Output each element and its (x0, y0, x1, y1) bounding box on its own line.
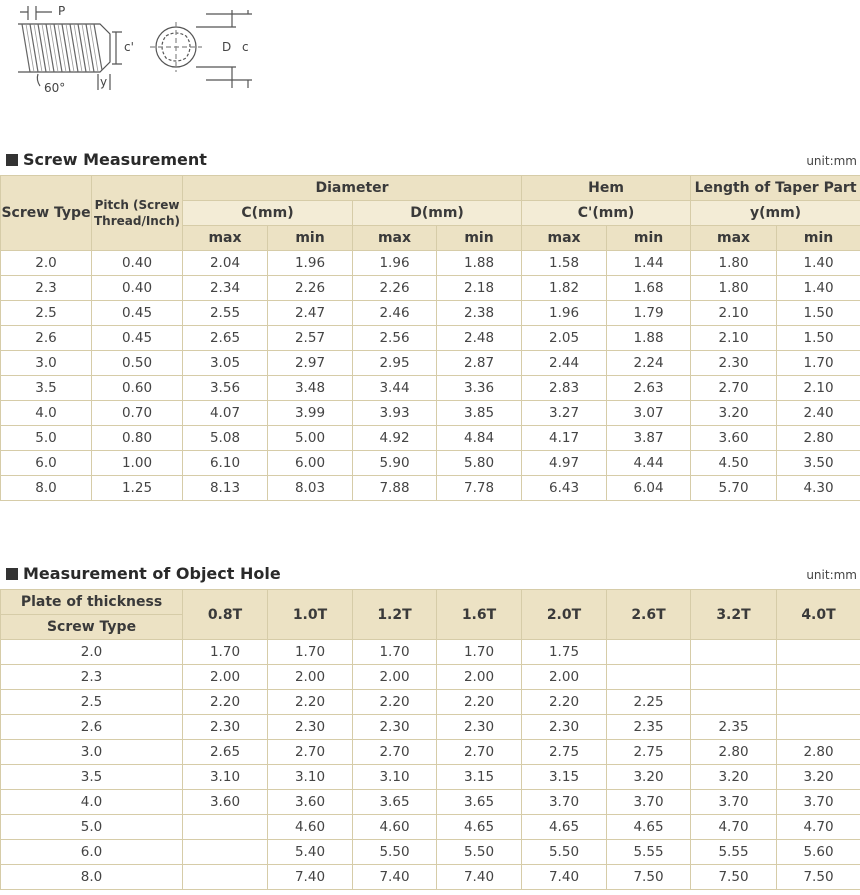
table-cell: 1.70 (437, 640, 522, 665)
table-cell: 7.40 (522, 865, 607, 890)
header-thickness: 0.8T (183, 590, 268, 640)
header-hem: Hem (522, 176, 691, 201)
header-screw-type: Screw Type (1, 615, 183, 640)
table-cell: 3.44 (353, 376, 437, 401)
table-row (1, 790, 860, 815)
table-cell: 5.0 (1, 426, 92, 451)
table-cell: 2.00 (437, 665, 522, 690)
table-cell: 8.0 (1, 865, 183, 890)
angle-label: 60° (44, 81, 66, 95)
table-cell: 2.47 (268, 301, 353, 326)
table-cell: 3.48 (268, 376, 353, 401)
table-cell: 2.0 (1, 640, 183, 665)
table-cell: 2.48 (437, 326, 522, 351)
table-cell: 5.70 (691, 476, 777, 501)
header-pitch: Pitch (Screw Thread/Inch) (92, 176, 183, 251)
table-cell: 5.50 (437, 840, 522, 865)
table-cell: 2.30 (183, 715, 268, 740)
table-cell: 7.88 (353, 476, 437, 501)
table-cell: 2.30 (437, 715, 522, 740)
table-cell: 2.70 (268, 740, 353, 765)
table-cell: 2.44 (522, 351, 607, 376)
table-cell: 0.45 (92, 301, 183, 326)
table-cell: 2.80 (691, 740, 777, 765)
table-cell: 5.00 (268, 426, 353, 451)
table-cell: 2.18 (437, 276, 522, 301)
table-cell: 2.00 (353, 665, 437, 690)
header-thickness: 2.0T (522, 590, 607, 640)
table-cell: 4.0 (1, 401, 92, 426)
table-row (1, 251, 860, 276)
table-cell: 5.80 (437, 451, 522, 476)
table-cell: 1.44 (607, 251, 691, 276)
object-hole-header (0, 563, 860, 585)
table-cell: 3.70 (691, 790, 777, 815)
screw-measurement-title: Screw Measurement (6, 149, 207, 171)
table-cell: 2.65 (183, 740, 268, 765)
table-cell: 3.56 (183, 376, 268, 401)
table-cell (777, 690, 860, 715)
table-row (1, 865, 860, 890)
table-cell (777, 665, 860, 690)
header-thickness: 1.0T (268, 590, 353, 640)
table-cell: 4.70 (691, 815, 777, 840)
table-cell (607, 640, 691, 665)
header-min: min (607, 226, 691, 251)
table-cell: 2.30 (268, 715, 353, 740)
table-cell: 7.40 (268, 865, 353, 890)
c-prime-label: c' (124, 40, 134, 54)
table-cell: 2.75 (607, 740, 691, 765)
table-cell: 7.40 (353, 865, 437, 890)
table-cell: 3.5 (1, 376, 92, 401)
table-cell: 3.87 (607, 426, 691, 451)
table-cell: 4.97 (522, 451, 607, 476)
table-cell: 1.50 (777, 301, 860, 326)
header-min: min (437, 226, 522, 251)
table-cell: 3.65 (437, 790, 522, 815)
table-cell: 6.43 (522, 476, 607, 501)
table-cell (691, 665, 777, 690)
table-cell: 1.40 (777, 251, 860, 276)
table-cell: 3.60 (268, 790, 353, 815)
header-max: max (353, 226, 437, 251)
table-cell: 3.70 (777, 790, 860, 815)
table-cell: 1.70 (353, 640, 437, 665)
table-cell: 6.00 (268, 451, 353, 476)
table-cell: 1.70 (777, 351, 860, 376)
table-cell: 2.00 (268, 665, 353, 690)
table-cell: 2.83 (522, 376, 607, 401)
table-cell: 1.25 (92, 476, 183, 501)
table-cell: 4.60 (268, 815, 353, 840)
table-cell: 8.0 (1, 476, 92, 501)
table-cell: 5.50 (522, 840, 607, 865)
table-cell: 1.80 (691, 276, 777, 301)
table-cell: 2.04 (183, 251, 268, 276)
table-cell: 1.88 (607, 326, 691, 351)
table-cell: 2.97 (268, 351, 353, 376)
header-max: max (691, 226, 777, 251)
table-cell: 3.20 (607, 765, 691, 790)
table-cell (691, 690, 777, 715)
header-thickness: 1.6T (437, 590, 522, 640)
table-cell: 4.70 (777, 815, 860, 840)
table-cell: 2.95 (353, 351, 437, 376)
table-row (1, 451, 860, 476)
table-cell: 2.26 (268, 276, 353, 301)
table-cell: 3.05 (183, 351, 268, 376)
table-cell: 2.70 (353, 740, 437, 765)
table-cell: 2.87 (437, 351, 522, 376)
header-thickness: 4.0T (777, 590, 860, 640)
table-cell: 2.20 (268, 690, 353, 715)
table-row (1, 301, 860, 326)
table-cell: 0.45 (92, 326, 183, 351)
table-cell: 7.50 (777, 865, 860, 890)
table-cell: 2.80 (777, 426, 860, 451)
table-cell: 3.50 (777, 451, 860, 476)
table-cell: 2.24 (607, 351, 691, 376)
pitch-label: P (58, 4, 66, 18)
header-thickness: 2.6T (607, 590, 691, 640)
header-min: min (268, 226, 353, 251)
table-cell: 2.35 (691, 715, 777, 740)
table-cell: 3.85 (437, 401, 522, 426)
table-cell: 1.75 (522, 640, 607, 665)
table-cell: 2.10 (777, 376, 860, 401)
table-cell: 5.40 (268, 840, 353, 865)
table-cell: 2.3 (1, 665, 183, 690)
table-cell: 3.15 (522, 765, 607, 790)
table-cell: 5.90 (353, 451, 437, 476)
square-bullet-icon (6, 568, 18, 580)
table-cell: 2.65 (183, 326, 268, 351)
screw-measurement-header (0, 149, 860, 171)
table-cell: 6.0 (1, 451, 92, 476)
table-row (1, 740, 860, 765)
table-cell: 0.50 (92, 351, 183, 376)
header-plate-thickness: Plate of thickness (1, 590, 183, 615)
table-cell: 3.36 (437, 376, 522, 401)
table-cell (607, 665, 691, 690)
table-cell: 3.5 (1, 765, 183, 790)
table-cell: 4.50 (691, 451, 777, 476)
table-cell: 3.27 (522, 401, 607, 426)
table-row (1, 715, 860, 740)
table-cell: 2.5 (1, 690, 183, 715)
table-cell: 7.40 (437, 865, 522, 890)
table-cell: 3.07 (607, 401, 691, 426)
header-taper: Length of Taper Part (691, 176, 860, 201)
table-cell: 4.07 (183, 401, 268, 426)
table-cell: 2.38 (437, 301, 522, 326)
table-cell: 2.70 (437, 740, 522, 765)
table-cell: 2.55 (183, 301, 268, 326)
table-cell: 3.15 (437, 765, 522, 790)
table-cell: 1.58 (522, 251, 607, 276)
table-cell: 2.0 (1, 251, 92, 276)
table-cell: 1.00 (92, 451, 183, 476)
header-d-mm: D(mm) (353, 201, 522, 226)
table-cell: 1.40 (777, 276, 860, 301)
table-cell: 1.50 (777, 326, 860, 351)
header-min: min (777, 226, 860, 251)
table-cell: 3.10 (353, 765, 437, 790)
table-cell: 0.40 (92, 276, 183, 301)
table-cell: 5.0 (1, 815, 183, 840)
square-bullet-icon (6, 154, 18, 166)
table-cell: 4.60 (353, 815, 437, 840)
header-thickness: 3.2T (691, 590, 777, 640)
table-cell: 2.20 (437, 690, 522, 715)
table-cell: 3.20 (691, 765, 777, 790)
table-cell: 2.3 (1, 276, 92, 301)
table-cell: 2.6 (1, 326, 92, 351)
table-cell: 4.92 (353, 426, 437, 451)
d-label: D (222, 40, 232, 54)
table-cell: 3.20 (691, 401, 777, 426)
table-row (1, 640, 860, 665)
object-hole-title: Measurement of Object Hole (6, 563, 281, 585)
table-row (1, 665, 860, 690)
header-max: max (183, 226, 268, 251)
table-cell: 1.96 (353, 251, 437, 276)
table-cell: 3.60 (183, 790, 268, 815)
object-hole-table (0, 589, 860, 890)
header-c-mm: C(mm) (183, 201, 353, 226)
table-row (1, 765, 860, 790)
table-cell: 3.10 (268, 765, 353, 790)
table-row (1, 840, 860, 865)
table-cell: 2.25 (607, 690, 691, 715)
table-cell: 2.6 (1, 715, 183, 740)
table-cell: 3.70 (522, 790, 607, 815)
table-cell: 2.30 (691, 351, 777, 376)
table-cell: 3.99 (268, 401, 353, 426)
table-cell: 3.0 (1, 351, 92, 376)
table-cell: 3.0 (1, 740, 183, 765)
table-cell: 0.60 (92, 376, 183, 401)
table-cell: 2.26 (353, 276, 437, 301)
table-cell: 3.93 (353, 401, 437, 426)
table-cell: 2.70 (691, 376, 777, 401)
table-cell: 5.55 (691, 840, 777, 865)
table-cell: 8.13 (183, 476, 268, 501)
unit-label: unit:mm (806, 568, 857, 582)
table-row (1, 690, 860, 715)
table-cell (691, 640, 777, 665)
table-cell: 0.40 (92, 251, 183, 276)
table-cell: 2.63 (607, 376, 691, 401)
table-cell: 1.96 (268, 251, 353, 276)
table-cell (183, 865, 268, 890)
table-row (1, 276, 860, 301)
table-cell: 2.30 (522, 715, 607, 740)
table-cell: 3.20 (777, 765, 860, 790)
table-cell (777, 715, 860, 740)
table-cell: 2.5 (1, 301, 92, 326)
table-cell: 2.10 (691, 326, 777, 351)
table-cell: 5.50 (353, 840, 437, 865)
table-cell: 3.10 (183, 765, 268, 790)
table-row (1, 426, 860, 451)
table-cell: 2.75 (522, 740, 607, 765)
table-cell: 1.70 (183, 640, 268, 665)
table-cell: 2.46 (353, 301, 437, 326)
table-cell: 4.30 (777, 476, 860, 501)
table-cell: 4.65 (522, 815, 607, 840)
table-cell: 2.00 (522, 665, 607, 690)
table-cell: 5.55 (607, 840, 691, 865)
table-cell: 1.68 (607, 276, 691, 301)
table-cell: 6.0 (1, 840, 183, 865)
header-screw-type: Screw Type (1, 176, 92, 251)
table-cell: 6.10 (183, 451, 268, 476)
table-cell: 3.60 (691, 426, 777, 451)
table-cell: 2.56 (353, 326, 437, 351)
table-cell: 1.80 (691, 251, 777, 276)
table-cell: 0.80 (92, 426, 183, 451)
table-cell: 1.88 (437, 251, 522, 276)
table-cell: 4.0 (1, 790, 183, 815)
y-label: y (100, 75, 108, 89)
table-cell: 2.57 (268, 326, 353, 351)
table-cell: 2.20 (353, 690, 437, 715)
table-cell: 5.08 (183, 426, 268, 451)
table-cell: 1.96 (522, 301, 607, 326)
table-cell: 5.60 (777, 840, 860, 865)
screw-measurement-table (0, 175, 860, 501)
table-cell: 2.40 (777, 401, 860, 426)
table-row (1, 815, 860, 840)
table-cell: 7.50 (691, 865, 777, 890)
table-row (1, 376, 860, 401)
table-cell: 4.44 (607, 451, 691, 476)
header-c-prime-mm: C'(mm) (522, 201, 691, 226)
table-cell: 2.20 (522, 690, 607, 715)
table-cell: 2.35 (607, 715, 691, 740)
header-max: max (522, 226, 607, 251)
table-cell: 2.05 (522, 326, 607, 351)
table-cell: 2.00 (183, 665, 268, 690)
table-cell: 4.84 (437, 426, 522, 451)
table-cell: 8.03 (268, 476, 353, 501)
table-cell: 4.65 (607, 815, 691, 840)
unit-label: unit:mm (806, 154, 857, 168)
table-cell: 3.70 (607, 790, 691, 815)
table-cell: 4.65 (437, 815, 522, 840)
table-cell: 1.79 (607, 301, 691, 326)
header-thickness: 1.2T (353, 590, 437, 640)
header-diameter: Diameter (183, 176, 522, 201)
table-cell: 3.65 (353, 790, 437, 815)
header-y-mm: y(mm) (691, 201, 860, 226)
table-cell: 0.70 (92, 401, 183, 426)
table-row (1, 351, 860, 376)
table-cell: 2.80 (777, 740, 860, 765)
table-cell: 2.30 (353, 715, 437, 740)
table-cell: 7.50 (607, 865, 691, 890)
table-row (1, 326, 860, 351)
screw-diagram (0, 0, 270, 112)
table-row (1, 476, 860, 501)
table-cell: 1.82 (522, 276, 607, 301)
table-cell: 2.34 (183, 276, 268, 301)
table-cell: 4.17 (522, 426, 607, 451)
table-cell: 6.04 (607, 476, 691, 501)
table-cell: 7.78 (437, 476, 522, 501)
table-cell: 2.10 (691, 301, 777, 326)
table-cell (183, 815, 268, 840)
table-cell: 2.20 (183, 690, 268, 715)
table-cell: 1.70 (268, 640, 353, 665)
table-cell (777, 640, 860, 665)
table-row (1, 401, 860, 426)
table-cell (183, 840, 268, 865)
c-label: c (242, 40, 249, 54)
